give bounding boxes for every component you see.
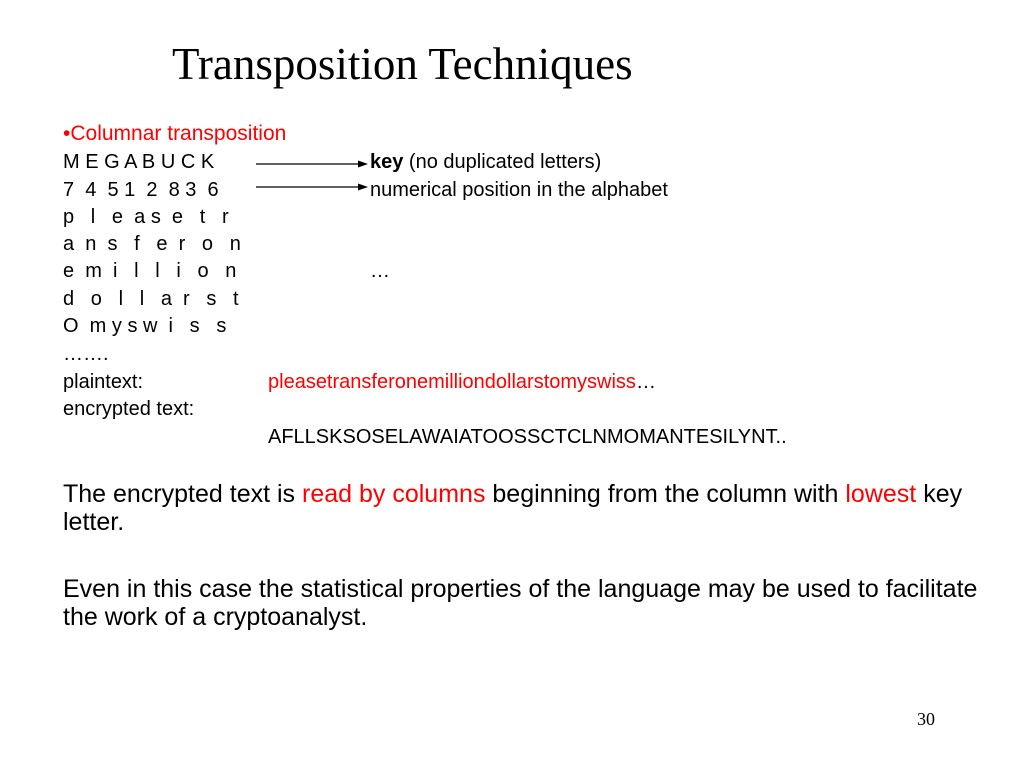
plaintext-string: pleasetransferonemilliondollarstomyswiss: [268, 371, 636, 393]
ellipsis-right: …: [370, 260, 390, 282]
grid-row-5: O m y s w i s s: [63, 315, 227, 337]
grid-row-1: p l e a s e t r: [63, 206, 229, 228]
section-heading: [63, 120, 286, 148]
encrypted-value: AFLLSKSOSELAWAIATOOSSCTCLNMOMANTESILYNT..: [268, 426, 787, 448]
number-arrow-icon: [254, 181, 370, 193]
ellipsis-left: …….: [63, 343, 109, 365]
key-row: M E G A B U C K: [63, 151, 215, 173]
page-number: 30: [917, 709, 935, 729]
slide-title: Transposition Techniques: [172, 39, 633, 89]
para1-part3: key letter.: [63, 480, 963, 536]
plaintext-value: [268, 369, 656, 395]
number-description: numerical position in the alphabet: [370, 179, 668, 201]
plaintext-label: plaintext:: [63, 371, 144, 393]
para1-highlight-lowest: lowest: [845, 480, 917, 508]
encrypted-label: encrypted text:: [63, 398, 195, 420]
bullet-marker: •: [63, 122, 71, 145]
para1-part1: The encrypted text is: [63, 480, 303, 508]
number-row: 7 4 5 1 2 8 3 6: [63, 179, 219, 201]
para1-part2: beginning from the column with: [485, 480, 846, 508]
paragraph-statistical-properties: Even in this case the statistical properties of the language may be used to facilitate the work of a cryptoanalyst.: [63, 575, 978, 631]
key-description: [370, 149, 601, 175]
section-heading-text: Columnar transposition: [70, 122, 287, 145]
key-arrow-icon: [254, 158, 370, 170]
key-label-rest: (no duplicated letters): [403, 151, 602, 173]
grid-row-4: d o l l a r s t: [63, 288, 239, 310]
key-label-bold: key: [370, 151, 404, 173]
grid-row-3: e m i l l i o n: [63, 260, 237, 282]
para1-highlight-read-by-columns: read by columns: [302, 480, 486, 508]
paragraph-read-by-columns: [63, 480, 983, 536]
grid-row-2: a n s f e r o n: [63, 233, 241, 255]
plaintext-suffix: …: [635, 371, 656, 393]
